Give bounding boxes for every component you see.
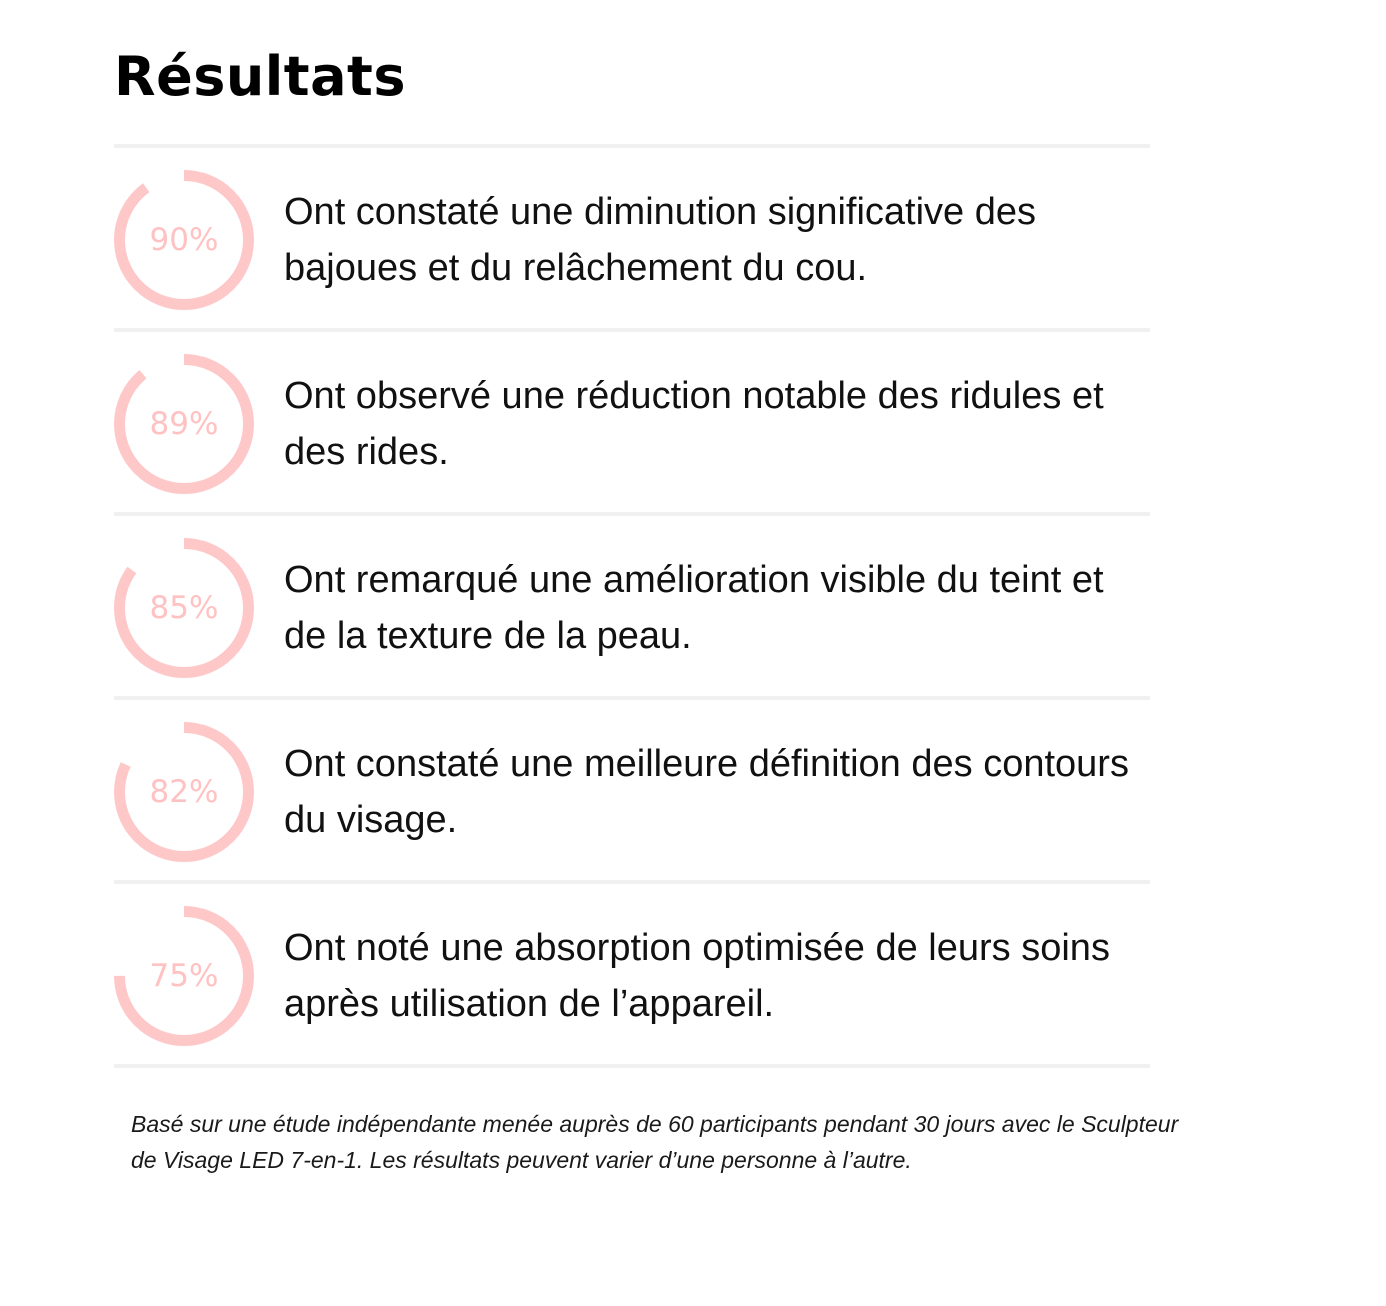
result-item — [114, 148, 1150, 328]
study-footnote: Basé sur une étude indépendante menée auprès de 60 participants pendant 30 jours avec le Sculpteur de Visage LED 7-en-1. Les résultats peuvent varier d’une personne à l’autre. — [131, 1111, 1179, 1173]
result-text: Ont observé une réduction notable des ridules et des rides. — [284, 375, 1104, 473]
result-item — [114, 516, 1150, 696]
progress-ring — [114, 538, 254, 678]
result-item — [114, 332, 1150, 512]
percentage-label: 85% — [149, 590, 219, 626]
result-item — [114, 884, 1150, 1064]
result-item — [114, 700, 1150, 880]
progress-ring — [114, 906, 254, 1046]
result-text: Ont noté une absorption optimisée de leurs soins après utilisation de l’appareil. — [284, 927, 1110, 1025]
page-title: Résultats — [114, 45, 407, 108]
divider — [114, 1064, 1150, 1068]
results-list — [114, 144, 1150, 1068]
progress-ring — [114, 170, 254, 310]
progress-ring — [114, 722, 254, 862]
percentage-label: 75% — [149, 958, 219, 994]
percentage-label: 89% — [149, 406, 219, 442]
percentage-label: 82% — [149, 774, 219, 810]
percentage-label: 90% — [149, 222, 219, 258]
progress-ring — [114, 354, 254, 494]
result-text: Ont remarqué une amélioration visible du teint et de la texture de la peau. — [284, 559, 1104, 657]
result-text: Ont constaté une meilleure définition des contours du visage. — [284, 743, 1129, 841]
result-text: Ont constaté une diminution significative des bajoues et du relâchement du cou. — [284, 191, 1036, 289]
